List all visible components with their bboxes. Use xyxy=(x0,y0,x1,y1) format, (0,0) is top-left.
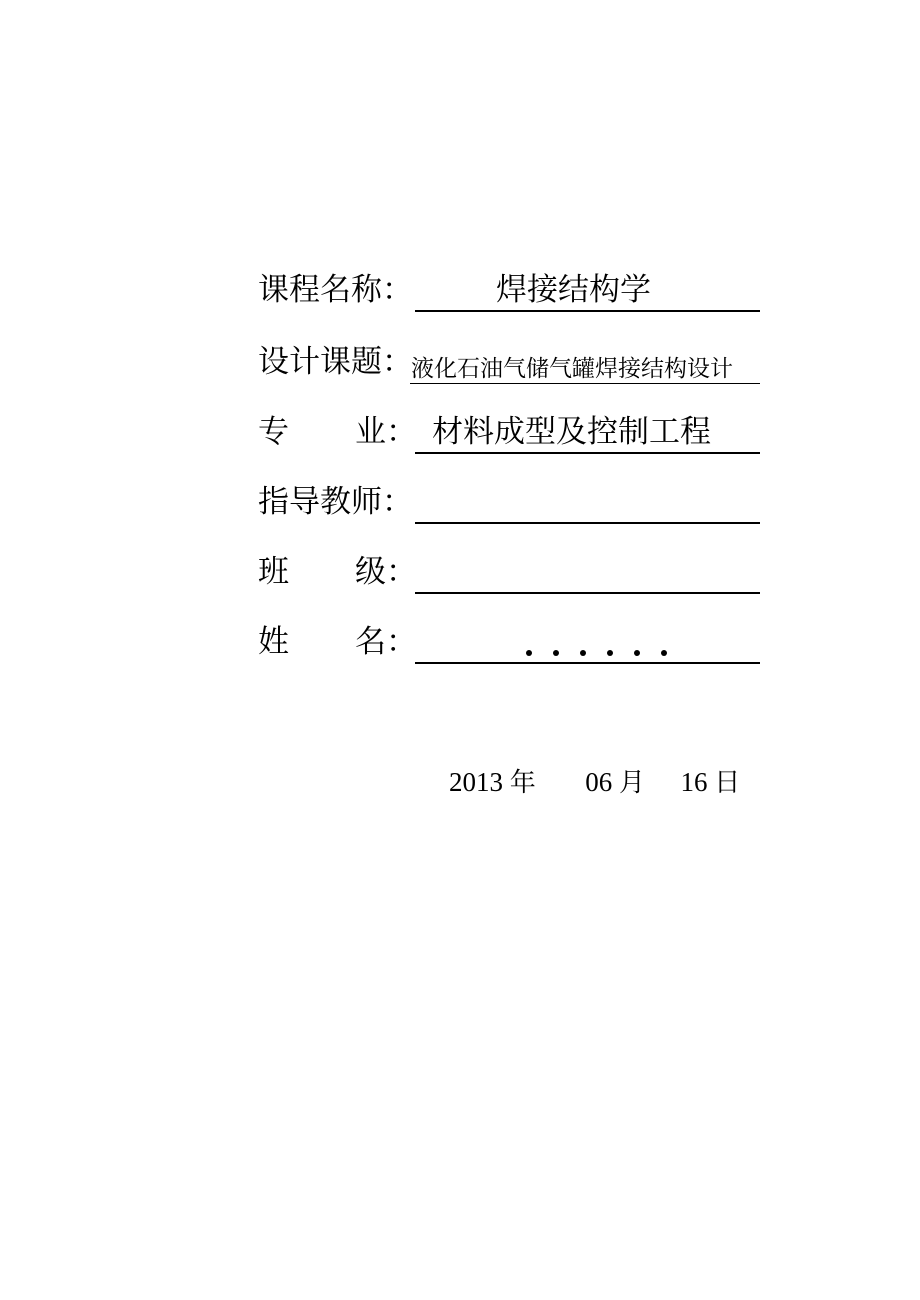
date-year: 2013 xyxy=(449,767,503,797)
topic-label-colon: ： xyxy=(382,344,413,380)
course-name-underline xyxy=(415,310,760,312)
advisor-label-char: 教 xyxy=(320,484,351,520)
class-row xyxy=(258,548,760,596)
student-name-label xyxy=(258,624,417,660)
masked-name-dot xyxy=(580,650,586,656)
course-label-char: 称 xyxy=(351,272,382,308)
course-label-colon: ： xyxy=(382,272,413,308)
design-topic-underline xyxy=(410,383,760,384)
masked-name-dot xyxy=(634,650,640,656)
date-month-unit: 月 xyxy=(619,768,646,798)
masked-name-dot xyxy=(526,650,532,656)
advisor-label-char: 指 xyxy=(258,484,289,520)
advisor-row xyxy=(258,478,760,526)
major-label-colon: ： xyxy=(386,414,417,450)
class-label-char: 级 xyxy=(355,554,386,590)
design-topic-value: 液化石油气储气罐焊接结构设计 xyxy=(411,356,733,382)
masked-name-dots xyxy=(526,650,667,656)
date-year-unit: 年 xyxy=(509,768,536,798)
major-value: 材料成型及控制工程 xyxy=(432,414,711,450)
course-label-char: 名 xyxy=(320,272,351,308)
advisor-label-char: 导 xyxy=(289,484,320,520)
masked-name-dot xyxy=(607,650,613,656)
major-label-char: 专 xyxy=(258,414,289,450)
course-name-row xyxy=(258,266,760,314)
class-label-colon: ： xyxy=(386,554,417,590)
date-day-unit: 日 xyxy=(714,768,741,798)
topic-label-char: 题 xyxy=(351,344,382,380)
student-name-underline xyxy=(415,662,760,664)
class-label xyxy=(258,554,417,590)
design-topic-row xyxy=(258,338,760,386)
advisor-label-colon: ： xyxy=(382,484,413,520)
course-name-value: 焊接结构学 xyxy=(496,272,651,308)
name-label-char: 名 xyxy=(355,624,386,660)
course-label-char: 程 xyxy=(289,272,320,308)
advisor-label-char: 师 xyxy=(351,484,382,520)
topic-label-char: 设 xyxy=(258,344,289,380)
course-label-char: 课 xyxy=(258,272,289,308)
class-label-char: 班 xyxy=(258,554,289,590)
advisor-underline xyxy=(415,522,760,524)
advisor-label xyxy=(258,484,413,520)
major-underline xyxy=(415,452,760,454)
date-day: 16 xyxy=(680,767,708,797)
name-label-colon: ： xyxy=(386,624,417,660)
topic-label-char: 课 xyxy=(320,344,351,380)
course-name-label xyxy=(258,272,413,308)
class-underline xyxy=(415,592,760,594)
major-label xyxy=(258,414,417,450)
topic-label-char: 计 xyxy=(289,344,320,380)
masked-name-dot xyxy=(661,650,667,656)
date-month: 06 xyxy=(585,767,613,797)
student-name-row xyxy=(258,618,760,666)
major-label-char: 业 xyxy=(355,414,386,450)
major-row xyxy=(258,408,760,456)
name-label-char: 姓 xyxy=(258,624,289,660)
design-topic-label xyxy=(258,344,413,380)
masked-name-dot xyxy=(553,650,559,656)
submission-date xyxy=(449,764,740,801)
